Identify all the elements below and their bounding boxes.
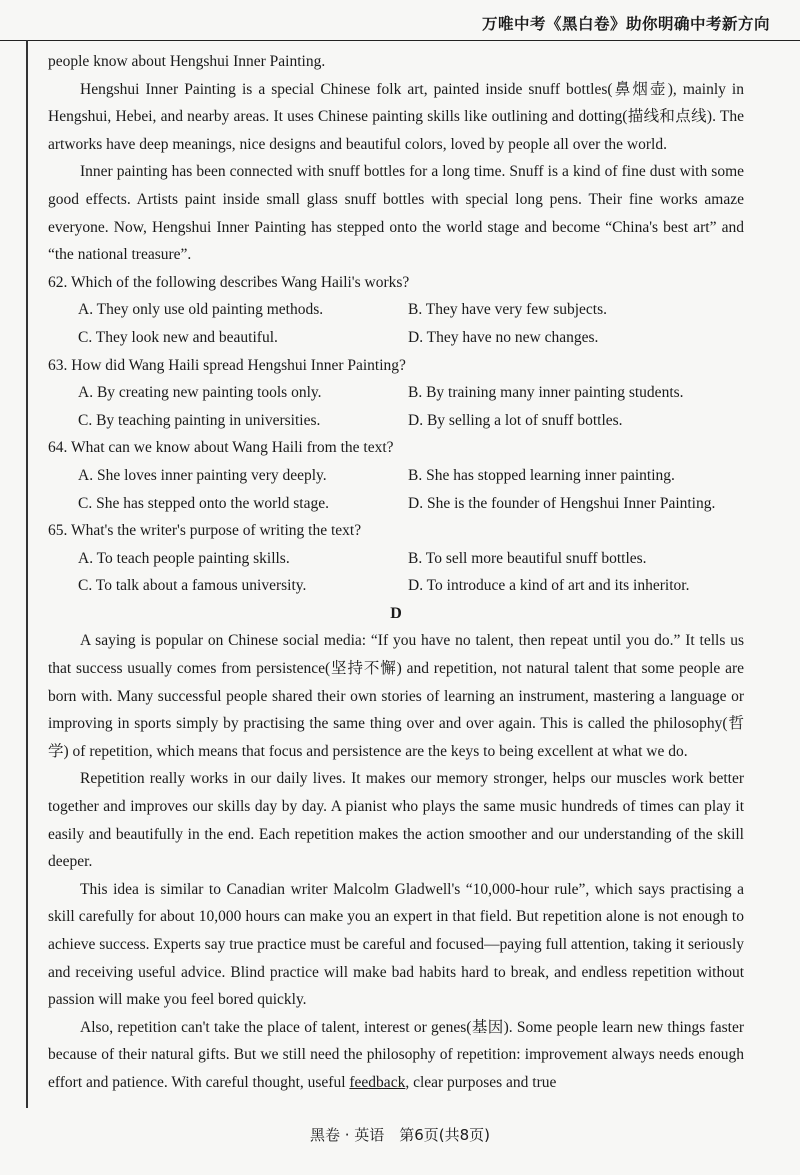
question-stem: 63. How did Wang Haili spread Hengshui Inner Painting?	[48, 356, 406, 374]
options-row	[48, 572, 744, 600]
option-b: B. She has stopped learning inner painting.	[408, 466, 675, 484]
passage-d-paragraph: This idea is similar to Canadian writer Malcolm Gladwell's “10,000-hour rule”, which says practising a skill carefully for about 10,000 hours can make you an expert in that field. But repetition alone is not enough to achieve success. Experts say true practice must be careful and focused—paying full attention, taking it seriously and receiving useful advice. Blind practice will make bad habits hard to break, and endless repetition without passion will make you feel bored quickly.	[48, 880, 744, 1009]
option-b: B. They have very few subjects.	[408, 301, 608, 319]
page-header-title: 万唯中考《黑白卷》助你明确中考新方向	[481, 15, 770, 33]
option-c: C. They look new and beautiful.	[78, 328, 278, 346]
option-b: B. By training many inner painting students.	[408, 384, 684, 402]
option-c: C. To talk about a famous university.	[78, 577, 307, 595]
option-a: A. To teach people painting skills.	[78, 549, 290, 567]
option-c: C. By teaching painting in universities.	[78, 411, 321, 429]
header-divider	[0, 40, 800, 41]
option-d: D. By selling a lot of snuff bottles.	[408, 411, 623, 429]
question-64	[48, 434, 744, 517]
options-row	[48, 490, 744, 518]
passage-d-paragraph: A saying is popular on Chinese social media: “If you have no talent, then repeat until you do.” It tells us that success usually comes from persistence(坚持不懈) and repetition, not natural talent that some people are born with. Many successful people shared their own stories of learning an instrument, mastering a language or improving in sports simply by practising the same thing over and over again. This is called the philosophy(哲学) of repetition, which means that focus and persistence are the keys to being excellent at what we do.	[48, 632, 744, 760]
passage-c-paragraph: Inner painting has been connected with snuff bottles for a long time. Snuff is a kind of fine dust with some good effects. Artists paint inside small glass snuff bottles with special long pens. Their fine works amaze everyone. Now, Hengshui Inner Painting has stepped onto the world stage and become “China's best art” and “the national treasure”.	[48, 163, 744, 264]
option-d: D. They have no new changes.	[408, 328, 599, 346]
question-62	[48, 269, 744, 352]
question-stem: 64. What can we know about Wang Haili from the text?	[48, 439, 394, 457]
options-row	[48, 379, 744, 407]
underlined-word: feedback	[349, 1073, 406, 1091]
page-content	[48, 48, 744, 1097]
passage-c-paragraph: Hengshui Inner Painting is a special Chinese folk art, painted inside snuff bottles(鼻烟壶), mainly in Hengshui, Hebei, and nearby areas. It uses Chinese painting skills like outlining and dotting(描线和点线). The artworks have deep meanings, nice designs and beautiful colors, loved by people all over the world.	[48, 80, 744, 153]
option-a: A. They only use old painting methods.	[78, 301, 324, 319]
question-65	[48, 517, 744, 600]
section-title-d: D	[390, 604, 402, 622]
options-row	[48, 296, 744, 324]
question-63	[48, 352, 744, 435]
passage-d-paragraph	[48, 1014, 744, 1097]
page-footer: 黑卷 · 英语 第6页(共8页)	[309, 1126, 491, 1144]
question-stem: 62. Which of the following describes Wang Haili's works?	[48, 273, 410, 291]
option-d: D. She is the founder of Hengshui Inner Painting.	[408, 494, 716, 512]
left-margin-rule	[26, 40, 28, 1108]
options-row	[48, 462, 744, 490]
option-a: A. By creating new painting tools only.	[78, 384, 322, 402]
passage-c-continuation: people know about Hengshui Inner Painting.	[48, 53, 326, 70]
paragraph-text: Also, repetition can't take the place of talent, interest or genes(基因). Some people learn new things faster because of their natural gifts. But we still need the philosophy of repetition: improvement always needs enough effort and patience. With careful thought, useful	[48, 1018, 744, 1091]
paragraph-text: , clear purposes and true	[405, 1073, 557, 1091]
options-row	[48, 407, 744, 435]
option-c: C. She has stepped onto the world stage.	[78, 494, 329, 512]
passage-d-paragraph: Repetition really works in our daily lives. It makes our memory stronger, helps our muscles work better together and improves our skills day by day. A pianist who plays the same music hundreds of times can play it easily and beautifully in the end. Each repetition makes the action smoother and our understanding of the skill deeper.	[48, 770, 744, 871]
option-d: D. To introduce a kind of art and its inheritor.	[408, 577, 690, 595]
question-stem: 65. What's the writer's purpose of writing the text?	[48, 522, 362, 540]
option-a: A. She loves inner painting very deeply.	[78, 466, 327, 484]
option-b: B. To sell more beautiful snuff bottles.	[408, 549, 647, 567]
options-row	[48, 324, 744, 352]
options-row	[48, 545, 744, 573]
